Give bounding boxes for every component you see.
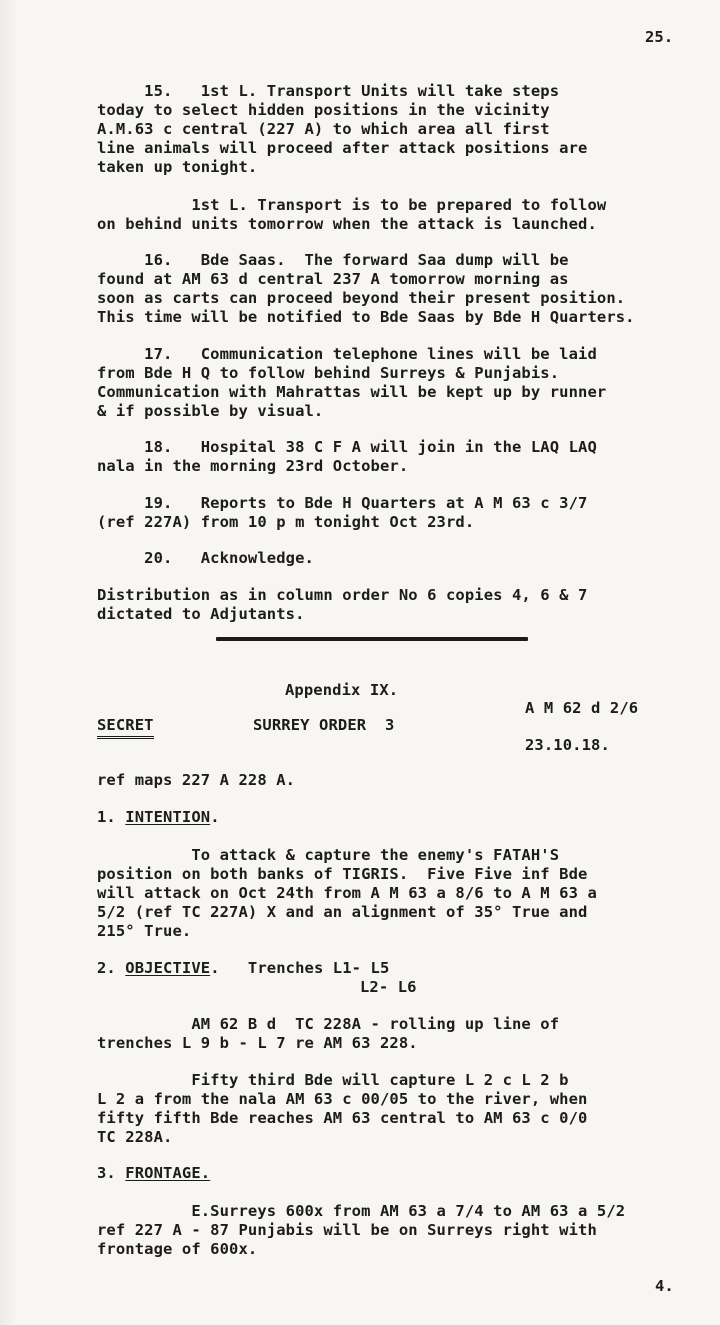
- section-2-line: AM 62 B d TC 228A - rolling up line of: [97, 1015, 560, 1033]
- paragraph-15-sub-line: on behind units tomorrow when the attack is launched.: [97, 215, 597, 233]
- section-number: 2.: [97, 959, 126, 977]
- section-heading: OBJECTIVE: [125, 959, 211, 977]
- section-heading: INTENTION: [125, 808, 211, 826]
- section-1-line: To attack & capture the enemy's FATAH'S: [97, 846, 560, 864]
- paragraph-16-line: This time will be notified to Bde Saas by Bde H Quarters.: [97, 308, 635, 326]
- section-2-line: fifty fifth Bde reaches AM 63 central to AM 63 c 0/0: [97, 1109, 588, 1127]
- secret-label: SECRET: [97, 716, 154, 739]
- section-2-line: L 2 a from the nala AM 63 c 00/05 to the river, when: [97, 1090, 588, 1108]
- map-reference: A M 62 d 2/6: [525, 699, 639, 717]
- section-number: 1.: [97, 808, 126, 826]
- page-number-top: 25.: [645, 28, 674, 46]
- order-date: 23.10.18.: [525, 736, 610, 754]
- paragraph-15-line: A.M.63 c central (227 A) to which area all first: [97, 120, 550, 138]
- ref-maps: ref maps 227 A 228 A.: [97, 771, 296, 789]
- paragraph-19-line: 19. Reports to Bde H Quarters at A M 63 c 3/7: [97, 494, 588, 512]
- paragraph-15-line: line animals will proceed after attack positions are: [97, 139, 588, 157]
- page-number-bottom: 4.: [655, 1277, 674, 1295]
- distribution-line: dictated to Adjutants.: [97, 605, 305, 623]
- paragraph-15-line: 15. 1st L. Transport Units will take steps: [97, 82, 560, 100]
- heading-suffix: .: [210, 959, 220, 977]
- paragraph-15-line: taken up tonight.: [97, 158, 258, 176]
- section-3-line: ref 227 A - 87 Punjabis will be on Surreys right with: [97, 1221, 597, 1239]
- section-1-line: will attack on Oct 24th from A M 63 a 8/6 to A M 63 a: [97, 884, 597, 902]
- paragraph-16-line: 16. Bde Saas. The forward Saa dump will be: [97, 251, 569, 269]
- section-3-line: E.Surreys 600x from AM 63 a 7/4 to AM 63 a 5/2: [97, 1202, 626, 1220]
- section-2-line: Fifty third Bde will capture L 2 c L 2 b: [97, 1071, 569, 1089]
- order-title: SURREY ORDER 3: [253, 716, 395, 734]
- paragraph-20-line: 20. Acknowledge.: [97, 549, 314, 567]
- paragraph-19-line: (ref 227A) from 10 p m tonight Oct 23rd.: [97, 513, 475, 531]
- trenches-line-2: L2- L6: [360, 978, 417, 996]
- appendix-title: Appendix IX.: [285, 681, 399, 699]
- paragraph-17-line: Communication with Mahrattas will be kept up by runner: [97, 383, 607, 401]
- section-3-line: frontage of 600x.: [97, 1240, 258, 1258]
- paragraph-16-line: soon as carts can proceed beyond their present position.: [97, 289, 626, 307]
- paragraph-17-line: from Bde H Q to follow behind Surreys & Punjabis.: [97, 364, 560, 382]
- paragraph-15-line: today to select hidden positions in the vicinity: [97, 101, 550, 119]
- distribution-line: Distribution as in column order No 6 copies 4, 6 & 7: [97, 586, 588, 604]
- section-heading: FRONTAGE.: [125, 1164, 211, 1182]
- heading-suffix: .: [210, 808, 220, 826]
- section-1-heading: [97, 808, 220, 827]
- section-2-line: TC 228A.: [97, 1128, 173, 1146]
- paragraph-17-line: 17. Communication telephone lines will be laid: [97, 345, 597, 363]
- section-number: 3.: [97, 1164, 126, 1182]
- trenches-label: Trenches L1- L5: [219, 959, 390, 977]
- paragraph-16-line: found at AM 63 d central 237 A tomorrow morning as: [97, 270, 569, 288]
- section-3-heading: [97, 1164, 210, 1183]
- section-1-line: 215° True.: [97, 922, 192, 940]
- section-2-line: trenches L 9 b - L 7 re AM 63 228.: [97, 1034, 418, 1052]
- section-divider: [216, 637, 528, 641]
- paragraph-18-line: 18. Hospital 38 C F A will join in the LAQ LAQ: [97, 438, 597, 456]
- section-2-heading: [97, 959, 389, 978]
- paragraph-17-line: & if possible by visual.: [97, 402, 324, 420]
- section-1-line: position on both banks of TIGRIS. Five Five inf Bde: [97, 865, 588, 883]
- paragraph-18-line: nala in the morning 23rd October.: [97, 457, 409, 475]
- paragraph-15-sub-line: 1st L. Transport is to be prepared to follow: [97, 196, 607, 214]
- section-1-line: 5/2 (ref TC 227A) X and an alignment of 35° True and: [97, 903, 588, 921]
